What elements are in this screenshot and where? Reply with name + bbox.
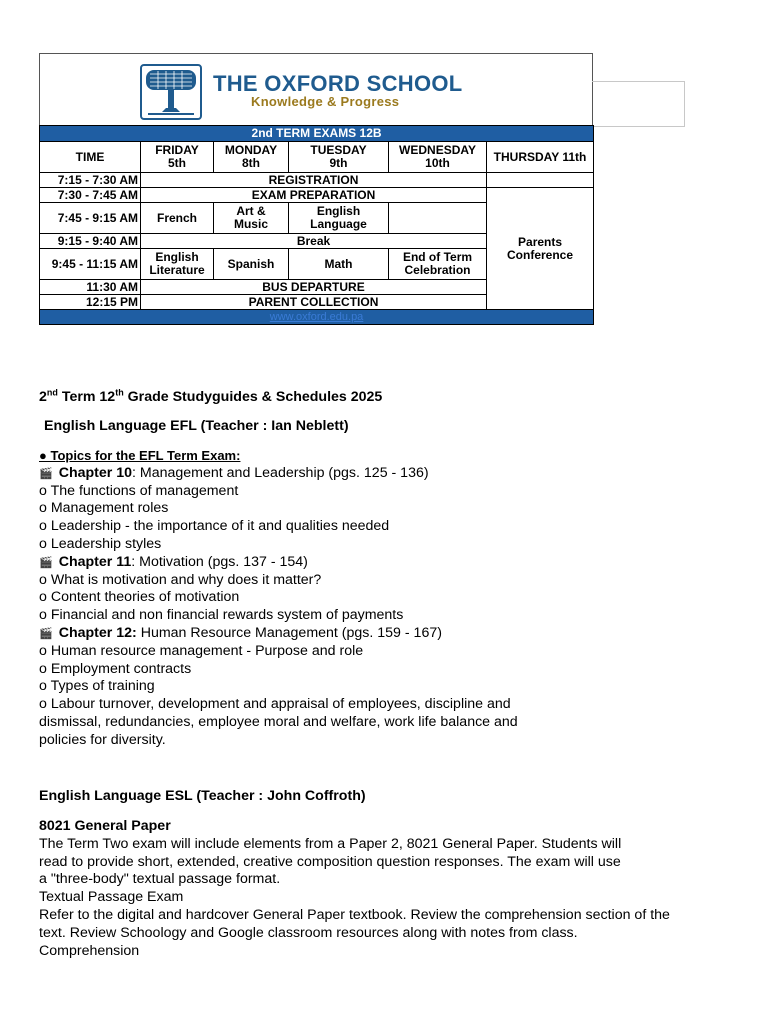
table-footer [40, 310, 594, 325]
school-motto: Knowledge & Progress [251, 94, 400, 109]
chapter-10-label: Chapter 10 [58, 464, 133, 481]
heading-part: Grade Studyguides & Schedules 2025 [123, 389, 383, 405]
general-paper-section [39, 818, 670, 960]
chapter-10-title: : Management and Leadership (pgs. 125 - 136) [132, 464, 429, 481]
exam-table-title: 2nd TERM EXAMS 12B [40, 126, 594, 142]
chapter-12-title: Human Resource Management (pgs. 159 - 167) [136, 624, 442, 641]
oak-tree-logo-icon [140, 64, 202, 120]
chapter-12-label: Chapter 12: [58, 624, 137, 641]
row-time: 9:45 - 11:15 AM [40, 249, 141, 280]
row-time: 11:30 AM [40, 280, 141, 295]
list-item: o Employment contracts [39, 660, 192, 677]
row-time: 9:15 - 9:40 AM [40, 234, 141, 249]
list-item: o Labour turnover, development and appraisal of employees, discipline and [39, 696, 511, 713]
list-item: o Leadership - the importance of it and qualities needed [39, 518, 390, 535]
list-item: o What is motivation and why does it matter? [39, 571, 322, 588]
chapter-10-line [39, 465, 518, 483]
school-header [39, 53, 593, 126]
heading-part: 2 [39, 389, 47, 405]
clapperboard-icon: 🎬 [39, 467, 53, 480]
row-time: 7:15 - 7:30 AM [40, 173, 141, 188]
end-of-term-celebration: End of Term Celebration [389, 249, 487, 280]
paragraph-line: Textual Passage Exam [39, 889, 184, 906]
exam-english-literature: English Literature [141, 249, 214, 280]
heading-part: Term 12 [57, 389, 116, 405]
list-item: o Leadership styles [39, 535, 162, 552]
list-item: dismissal, redundancies, employee moral and welfare, work life balance and [39, 713, 518, 730]
efl-heading: English Language EFL (Teacher : Ian Neblett) [44, 418, 349, 434]
header-tuesday: TUESDAY 9th [289, 142, 389, 173]
thursday-empty-cell [487, 173, 594, 188]
list-item: o Financial and non financial rewards system of payments [39, 607, 404, 624]
paragraph-line: text. Review Schoology and Google classroom resources along with notes from class. [39, 924, 578, 941]
list-item: o Types of training [39, 678, 155, 695]
list-item: o The functions of management [39, 482, 239, 499]
header-time: TIME [40, 142, 141, 173]
heading-sup: th [115, 387, 124, 398]
header-wednesday: WEDNESDAY 10th [389, 142, 487, 173]
chapter-11-label: Chapter 11 [58, 553, 132, 570]
exam-empty-cell [389, 203, 487, 234]
list-item: o Content theories of motivation [39, 589, 240, 606]
exam-art-music: Art & Music [214, 203, 289, 234]
esl-heading: English Language ESL (Teacher : John Coffroth) [39, 788, 366, 804]
paragraph-line: Comprehension [39, 942, 140, 959]
efl-topics-list [39, 447, 518, 750]
paragraph-line: The Term Two exam will include elements from a Paper 2, 8021 General Paper. Students will [39, 835, 622, 852]
exam-english-language: English Language [289, 203, 389, 234]
thursday-parents-conference: Parents Conference [487, 188, 594, 310]
efl-topics-label: ● Topics for the EFL Term Exam: [39, 448, 241, 463]
clapperboard-icon: 🎬 [39, 627, 53, 640]
school-name: THE OXFORD SCHOOL [213, 71, 463, 96]
list-item: o Human resource management - Purpose and role [39, 642, 364, 659]
clapperboard-icon: 🎬 [39, 556, 53, 569]
exam-schedule-table [39, 125, 594, 325]
chapter-12-line [39, 625, 518, 643]
paragraph-line: Refer to the digital and hardcover General Paper textbook. Review the comprehension section of the [39, 906, 670, 923]
paragraph-line: a "three-body" textual passage format. [39, 871, 281, 888]
row-time: 7:30 - 7:45 AM [40, 188, 141, 203]
header-monday: MONDAY 8th [214, 142, 289, 173]
heading-sup: nd [46, 387, 58, 398]
school-website-link[interactable]: www.oxford.edu.pa [269, 311, 364, 323]
row-time: 7:45 - 9:15 AM [40, 203, 141, 234]
list-item: o Management roles [39, 500, 169, 517]
row-break: Break [141, 234, 487, 249]
chapter-11-line [39, 554, 518, 572]
row-registration: REGISTRATION [141, 173, 487, 188]
general-paper-title: 8021 General Paper [39, 818, 171, 834]
exam-math: Math [289, 249, 389, 280]
header-friday: FRIDAY 5th [141, 142, 214, 173]
document-heading [39, 389, 382, 407]
exam-spanish: Spanish [214, 249, 289, 280]
side-empty-box [592, 81, 685, 127]
row-time: 12:15 PM [40, 295, 141, 310]
exam-french: French [141, 203, 214, 234]
row-parent-collection: PARENT COLLECTION [141, 295, 487, 310]
chapter-11-title: : Motivation (pgs. 137 - 154) [131, 553, 308, 570]
row-bus-departure: BUS DEPARTURE [141, 280, 487, 295]
row-exam-preparation: EXAM PREPARATION [141, 188, 487, 203]
paragraph-line: read to provide short, extended, creative composition question responses. The exam will use [39, 853, 621, 870]
list-item: policies for diversity. [39, 731, 166, 748]
header-thursday: THURSDAY 11th [487, 142, 594, 173]
